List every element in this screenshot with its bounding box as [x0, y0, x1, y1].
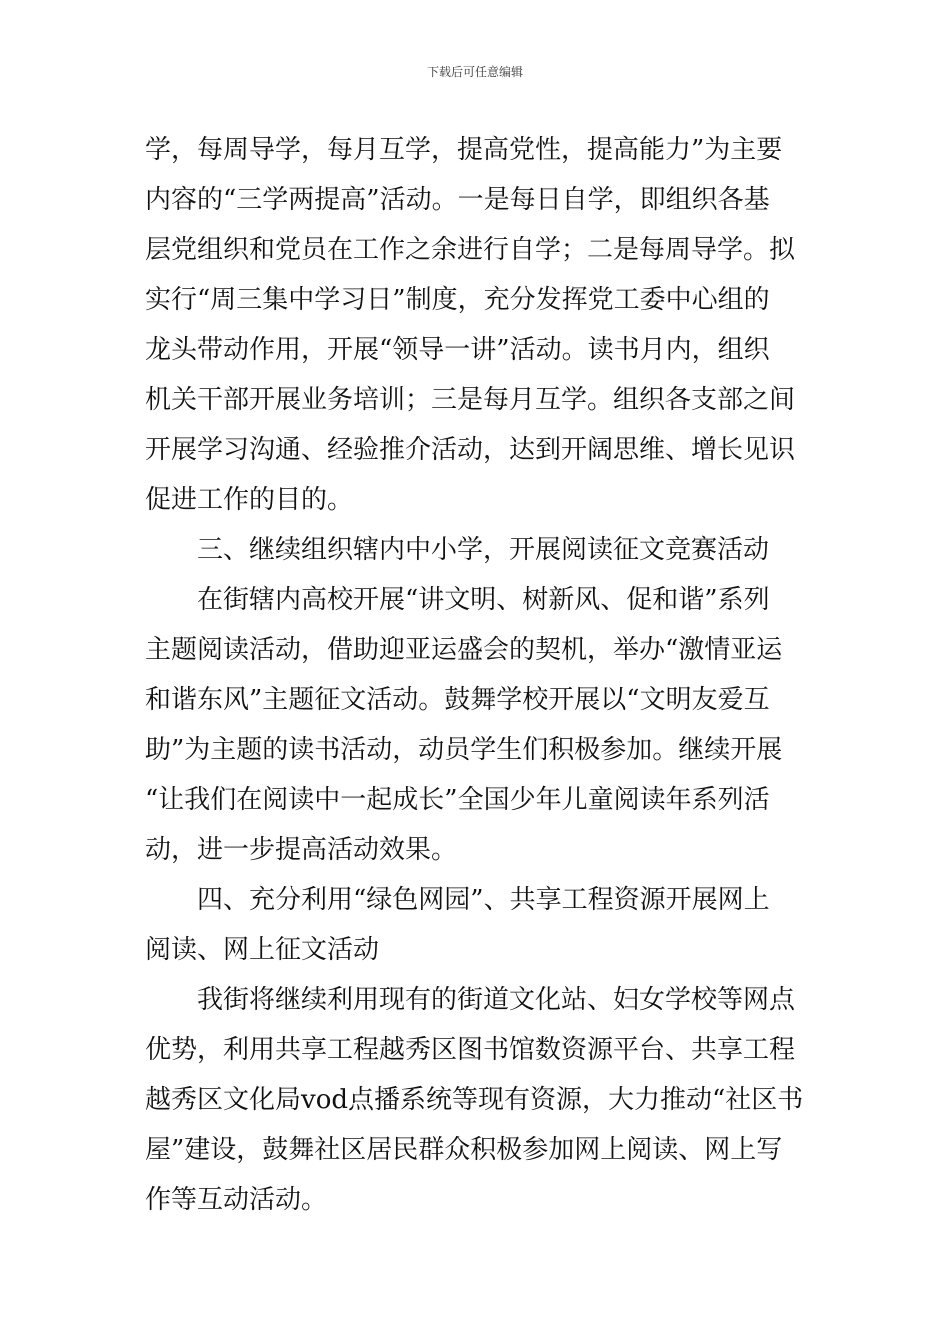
text-line: 作等互动活动。	[145, 1185, 328, 1215]
section-heading-three	[145, 525, 805, 575]
paragraph-online-reading	[145, 975, 805, 1225]
paragraph-study-activities	[145, 125, 805, 525]
text-line: 学，每周导学，每月互学，提高党性，提高能力”为主要	[145, 135, 783, 165]
text-line: 越秀区文化局vod点播系统等现有资源，大力推动“社区书	[145, 1085, 804, 1115]
text-line: 助”为主题的读书活动，动员学生们积极参加。继续开展	[145, 735, 783, 765]
document-body	[145, 125, 805, 1225]
text-line: 屋”建设，鼓舞社区居民群众积极参加网上阅读、网上写	[145, 1135, 783, 1165]
paragraph-school-reading	[145, 575, 805, 875]
heading-line: 阅读、网上征文活动	[145, 935, 380, 965]
heading-line: 四、充分利用“绿色网园”、共享工程资源开展网上	[197, 885, 770, 915]
text-line: 促进工作的目的。	[145, 485, 354, 515]
text-line: 和谐东风”主题征文活动。鼓舞学校开展以“文明友爱互	[145, 685, 770, 715]
text-line: 主题阅读活动，借助迎亚运盛会的契机，举办“激情亚运	[145, 635, 783, 665]
heading-line: 三、继续组织辖内中小学，开展阅读征文竞赛活动	[197, 535, 770, 565]
section-heading-four	[145, 875, 805, 975]
text-line: 在街辖内高校开展“讲文明、树新风、促和谐”系列	[197, 585, 770, 615]
text-line: 动，进一步提高活动效果。	[145, 835, 458, 865]
text-line: 我街将继续利用现有的街道文化站、妇女学校等网点	[197, 985, 796, 1015]
text-line: 龙头带动作用，开展“领导一讲”活动。读书月内，组织	[145, 335, 770, 365]
text-line: 优势，利用共享工程越秀区图书馆数资源平台、共享工程	[145, 1035, 796, 1065]
text-line: 层党组织和党员在工作之余进行自学；二是每周导学。拟	[145, 235, 796, 265]
page-header: 下载后可任意编辑	[426, 65, 523, 79]
text-line: 实行“周三集中学习日”制度，充分发挥党工委中心组的	[145, 285, 770, 315]
text-line: 机关干部开展业务培训；三是每月互学。组织各支部之间	[145, 385, 796, 415]
text-line: “让我们在阅读中一起成长”全国少年儿童阅读年系列活	[145, 785, 770, 815]
text-line: 开展学习沟通、经验推介活动，达到开阔思维、增长见识	[145, 435, 796, 465]
text-line: 内容的“三学两提高”活动。一是每日自学，即组织各基	[145, 185, 770, 215]
